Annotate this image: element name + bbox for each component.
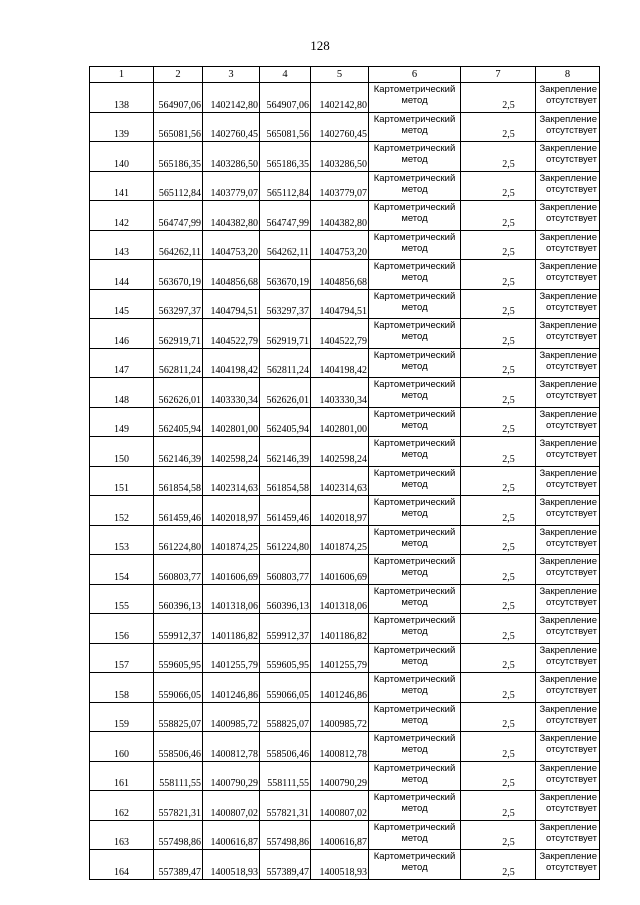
- accuracy-cell: 2,5: [461, 791, 536, 821]
- method-cell: Картометрический метод: [369, 83, 461, 113]
- x-coordinate-cell: 561459,46: [260, 496, 311, 526]
- y-coordinate-cell: 1400790,29: [203, 761, 260, 791]
- y-coordinate-cell: 1401255,79: [203, 643, 260, 673]
- method-cell: Картометрический метод: [369, 732, 461, 762]
- x-coordinate-cell: 562919,71: [154, 319, 203, 349]
- y-coordinate-cell: 1404856,68: [311, 260, 369, 290]
- method-cell: Картометрический метод: [369, 201, 461, 231]
- table-header-row: [90, 67, 600, 83]
- fixing-description-cell: Закрепление отсутствует: [536, 466, 600, 496]
- accuracy-cell: 2,5: [461, 378, 536, 408]
- y-coordinate-cell: 1404753,20: [311, 230, 369, 260]
- table-row: [90, 378, 600, 408]
- x-coordinate-cell: 558111,55: [260, 761, 311, 791]
- method-cell: Картометрический метод: [369, 850, 461, 880]
- y-coordinate-cell: 1402018,97: [203, 496, 260, 526]
- method-cell: Картометрический метод: [369, 407, 461, 437]
- point-number-cell: 142: [90, 201, 154, 231]
- x-coordinate-cell: 562405,94: [260, 407, 311, 437]
- table-row: [90, 555, 600, 585]
- y-coordinate-cell: 1402598,24: [203, 437, 260, 467]
- table-row: [90, 761, 600, 791]
- method-cell: Картометрический метод: [369, 142, 461, 172]
- table-row: [90, 614, 600, 644]
- y-coordinate-cell: 1404198,42: [203, 348, 260, 378]
- accuracy-cell: 2,5: [461, 673, 536, 703]
- x-coordinate-cell: 564907,06: [260, 83, 311, 113]
- table-row: [90, 702, 600, 732]
- accuracy-cell: 2,5: [461, 348, 536, 378]
- y-coordinate-cell: 1404794,51: [311, 289, 369, 319]
- fixing-description-cell: Закрепление отсутствует: [536, 643, 600, 673]
- table-row: [90, 820, 600, 850]
- table-row: [90, 289, 600, 319]
- fixing-description-cell: Закрепление отсутствует: [536, 555, 600, 585]
- accuracy-cell: 2,5: [461, 112, 536, 142]
- method-cell: Картометрический метод: [369, 584, 461, 614]
- x-coordinate-cell: 562919,71: [260, 319, 311, 349]
- method-cell: Картометрический метод: [369, 496, 461, 526]
- accuracy-cell: 2,5: [461, 171, 536, 201]
- method-cell: Картометрический метод: [369, 820, 461, 850]
- table-row: [90, 850, 600, 880]
- fixing-description-cell: Закрепление отсутствует: [536, 83, 600, 113]
- accuracy-cell: 2,5: [461, 201, 536, 231]
- point-number-cell: 138: [90, 83, 154, 113]
- x-coordinate-cell: 558506,46: [260, 732, 311, 762]
- fixing-description-cell: Закрепление отсутствует: [536, 702, 600, 732]
- y-coordinate-cell: 1400518,93: [311, 850, 369, 880]
- x-coordinate-cell: 565186,35: [154, 142, 203, 172]
- x-coordinate-cell: 565112,84: [154, 171, 203, 201]
- x-coordinate-cell: 562626,01: [154, 378, 203, 408]
- y-coordinate-cell: 1400812,78: [311, 732, 369, 762]
- method-cell: Картометрический метод: [369, 673, 461, 703]
- x-coordinate-cell: 562811,24: [260, 348, 311, 378]
- y-coordinate-cell: 1402018,97: [311, 496, 369, 526]
- method-cell: Картометрический метод: [369, 614, 461, 644]
- x-coordinate-cell: 557821,31: [154, 791, 203, 821]
- point-number-cell: 153: [90, 525, 154, 555]
- y-coordinate-cell: 1401874,25: [311, 525, 369, 555]
- accuracy-cell: 2,5: [461, 525, 536, 555]
- method-cell: Картометрический метод: [369, 761, 461, 791]
- table-row: [90, 407, 600, 437]
- method-cell: Картометрический метод: [369, 555, 461, 585]
- table-row: [90, 171, 600, 201]
- x-coordinate-cell: 559066,05: [154, 673, 203, 703]
- fixing-description-cell: Закрепление отсутствует: [536, 201, 600, 231]
- table-body: [90, 67, 600, 880]
- table-row: [90, 230, 600, 260]
- point-number-cell: 152: [90, 496, 154, 526]
- accuracy-cell: 2,5: [461, 584, 536, 614]
- fixing-description-cell: Закрепление отсутствует: [536, 171, 600, 201]
- x-coordinate-cell: 565112,84: [260, 171, 311, 201]
- point-number-cell: 146: [90, 319, 154, 349]
- x-coordinate-cell: 563670,19: [154, 260, 203, 290]
- fixing-description-cell: Закрепление отсутствует: [536, 407, 600, 437]
- point-number-cell: 155: [90, 584, 154, 614]
- y-coordinate-cell: 1403779,07: [311, 171, 369, 201]
- y-coordinate-cell: 1404522,79: [311, 319, 369, 349]
- method-cell: Картометрический метод: [369, 702, 461, 732]
- point-number-cell: 162: [90, 791, 154, 821]
- x-coordinate-cell: 559912,37: [260, 614, 311, 644]
- x-coordinate-cell: 558825,07: [260, 702, 311, 732]
- y-coordinate-cell: 1401246,86: [311, 673, 369, 703]
- x-coordinate-cell: 563297,37: [154, 289, 203, 319]
- y-coordinate-cell: 1401318,06: [311, 584, 369, 614]
- header-cell: 1: [90, 67, 154, 83]
- point-number-cell: 141: [90, 171, 154, 201]
- y-coordinate-cell: 1400616,87: [311, 820, 369, 850]
- header-cell: 2: [154, 67, 203, 83]
- point-number-cell: 149: [90, 407, 154, 437]
- x-coordinate-cell: 560396,13: [154, 584, 203, 614]
- accuracy-cell: 2,5: [461, 614, 536, 644]
- x-coordinate-cell: 564262,11: [154, 230, 203, 260]
- accuracy-cell: 2,5: [461, 761, 536, 791]
- point-number-cell: 160: [90, 732, 154, 762]
- accuracy-cell: 2,5: [461, 850, 536, 880]
- y-coordinate-cell: 1402314,63: [311, 466, 369, 496]
- y-coordinate-cell: 1400985,72: [311, 702, 369, 732]
- y-coordinate-cell: 1400518,93: [203, 850, 260, 880]
- x-coordinate-cell: 564747,99: [260, 201, 311, 231]
- y-coordinate-cell: 1403286,50: [203, 142, 260, 172]
- table-row: [90, 319, 600, 349]
- y-coordinate-cell: 1402760,45: [311, 112, 369, 142]
- y-coordinate-cell: 1402142,80: [311, 83, 369, 113]
- accuracy-cell: 2,5: [461, 643, 536, 673]
- header-cell: 7: [461, 67, 536, 83]
- fixing-description-cell: Закрепление отсутствует: [536, 112, 600, 142]
- method-cell: Картометрический метод: [369, 112, 461, 142]
- y-coordinate-cell: 1401874,25: [203, 525, 260, 555]
- point-number-cell: 139: [90, 112, 154, 142]
- method-cell: Картометрический метод: [369, 260, 461, 290]
- point-number-cell: 150: [90, 437, 154, 467]
- fixing-description-cell: Закрепление отсутствует: [536, 348, 600, 378]
- accuracy-cell: 2,5: [461, 820, 536, 850]
- table-row: [90, 437, 600, 467]
- page-number: 128: [310, 38, 330, 53]
- table-row: [90, 643, 600, 673]
- method-cell: Картометрический метод: [369, 525, 461, 555]
- table-row: [90, 791, 600, 821]
- point-number-cell: 148: [90, 378, 154, 408]
- point-number-cell: 140: [90, 142, 154, 172]
- point-number-cell: 151: [90, 466, 154, 496]
- method-cell: Картометрический метод: [369, 437, 461, 467]
- y-coordinate-cell: 1402801,00: [203, 407, 260, 437]
- accuracy-cell: 2,5: [461, 555, 536, 585]
- x-coordinate-cell: 557498,86: [154, 820, 203, 850]
- y-coordinate-cell: 1401606,69: [203, 555, 260, 585]
- point-number-cell: 144: [90, 260, 154, 290]
- accuracy-cell: 2,5: [461, 83, 536, 113]
- x-coordinate-cell: 559605,95: [154, 643, 203, 673]
- fixing-description-cell: Закрепление отсутствует: [536, 820, 600, 850]
- fixing-description-cell: Закрепление отсутствует: [536, 230, 600, 260]
- table-row: [90, 466, 600, 496]
- x-coordinate-cell: 560803,77: [154, 555, 203, 585]
- y-coordinate-cell: 1402760,45: [203, 112, 260, 142]
- y-coordinate-cell: 1403330,34: [311, 378, 369, 408]
- method-cell: Картометрический метод: [369, 348, 461, 378]
- x-coordinate-cell: 558506,46: [154, 732, 203, 762]
- fixing-description-cell: Закрепление отсутствует: [536, 319, 600, 349]
- fixing-description-cell: Закрепление отсутствует: [536, 584, 600, 614]
- accuracy-cell: 2,5: [461, 230, 536, 260]
- x-coordinate-cell: 557389,47: [154, 850, 203, 880]
- point-number-cell: 161: [90, 761, 154, 791]
- x-coordinate-cell: 557389,47: [260, 850, 311, 880]
- x-coordinate-cell: 564907,06: [154, 83, 203, 113]
- x-coordinate-cell: 561459,46: [154, 496, 203, 526]
- fixing-description-cell: Закрепление отсутствует: [536, 289, 600, 319]
- y-coordinate-cell: 1401186,82: [311, 614, 369, 644]
- x-coordinate-cell: 564262,11: [260, 230, 311, 260]
- point-number-cell: 156: [90, 614, 154, 644]
- y-coordinate-cell: 1404794,51: [203, 289, 260, 319]
- method-cell: Картометрический метод: [369, 319, 461, 349]
- y-coordinate-cell: 1404522,79: [203, 319, 260, 349]
- point-number-cell: 159: [90, 702, 154, 732]
- y-coordinate-cell: 1400616,87: [203, 820, 260, 850]
- x-coordinate-cell: 562811,24: [154, 348, 203, 378]
- y-coordinate-cell: 1402142,80: [203, 83, 260, 113]
- fixing-description-cell: Закрепление отсутствует: [536, 614, 600, 644]
- accuracy-cell: 2,5: [461, 260, 536, 290]
- x-coordinate-cell: 558111,55: [154, 761, 203, 791]
- fixing-description-cell: Закрепление отсутствует: [536, 791, 600, 821]
- fixing-description-cell: Закрепление отсутствует: [536, 732, 600, 762]
- coordinates-table: [89, 66, 600, 880]
- y-coordinate-cell: 1402314,63: [203, 466, 260, 496]
- y-coordinate-cell: 1404856,68: [203, 260, 260, 290]
- x-coordinate-cell: 557821,31: [260, 791, 311, 821]
- x-coordinate-cell: 561224,80: [260, 525, 311, 555]
- point-number-cell: 154: [90, 555, 154, 585]
- fixing-description-cell: Закрепление отсутствует: [536, 142, 600, 172]
- fixing-description-cell: Закрепление отсутствует: [536, 496, 600, 526]
- y-coordinate-cell: 1403330,34: [203, 378, 260, 408]
- table-row: [90, 201, 600, 231]
- y-coordinate-cell: 1401186,82: [203, 614, 260, 644]
- x-coordinate-cell: 558825,07: [154, 702, 203, 732]
- y-coordinate-cell: 1404382,80: [311, 201, 369, 231]
- table-row: [90, 142, 600, 172]
- point-number-cell: 157: [90, 643, 154, 673]
- point-number-cell: 145: [90, 289, 154, 319]
- y-coordinate-cell: 1401246,86: [203, 673, 260, 703]
- fixing-description-cell: Закрепление отсутствует: [536, 673, 600, 703]
- fixing-description-cell: Закрепление отсутствует: [536, 437, 600, 467]
- table-row: [90, 673, 600, 703]
- x-coordinate-cell: 560803,77: [260, 555, 311, 585]
- x-coordinate-cell: 565081,56: [260, 112, 311, 142]
- x-coordinate-cell: 565186,35: [260, 142, 311, 172]
- header-cell: 3: [203, 67, 260, 83]
- x-coordinate-cell: 559912,37: [154, 614, 203, 644]
- x-coordinate-cell: 559605,95: [260, 643, 311, 673]
- header-cell: 6: [369, 67, 461, 83]
- y-coordinate-cell: 1403779,07: [203, 171, 260, 201]
- table-row: [90, 260, 600, 290]
- method-cell: Картометрический метод: [369, 171, 461, 201]
- header-cell: 8: [536, 67, 600, 83]
- fixing-description-cell: Закрепление отсутствует: [536, 850, 600, 880]
- accuracy-cell: 2,5: [461, 437, 536, 467]
- y-coordinate-cell: 1402801,00: [311, 407, 369, 437]
- method-cell: Картометрический метод: [369, 791, 461, 821]
- y-coordinate-cell: 1400812,78: [203, 732, 260, 762]
- x-coordinate-cell: 557498,86: [260, 820, 311, 850]
- y-coordinate-cell: 1400985,72: [203, 702, 260, 732]
- method-cell: Картометрический метод: [369, 378, 461, 408]
- accuracy-cell: 2,5: [461, 702, 536, 732]
- point-number-cell: 163: [90, 820, 154, 850]
- x-coordinate-cell: 564747,99: [154, 201, 203, 231]
- method-cell: Картометрический метод: [369, 289, 461, 319]
- table-row: [90, 525, 600, 555]
- y-coordinate-cell: 1401255,79: [311, 643, 369, 673]
- fixing-description-cell: Закрепление отсутствует: [536, 761, 600, 791]
- fixing-description-cell: Закрепление отсутствует: [536, 525, 600, 555]
- table-row: [90, 496, 600, 526]
- y-coordinate-cell: 1400807,02: [203, 791, 260, 821]
- point-number-cell: 164: [90, 850, 154, 880]
- y-coordinate-cell: 1404753,20: [203, 230, 260, 260]
- x-coordinate-cell: 561224,80: [154, 525, 203, 555]
- x-coordinate-cell: 565081,56: [154, 112, 203, 142]
- accuracy-cell: 2,5: [461, 732, 536, 762]
- table-row: [90, 83, 600, 113]
- x-coordinate-cell: 562405,94: [154, 407, 203, 437]
- point-number-cell: 143: [90, 230, 154, 260]
- y-coordinate-cell: 1400807,02: [311, 791, 369, 821]
- point-number-cell: 158: [90, 673, 154, 703]
- method-cell: Картометрический метод: [369, 643, 461, 673]
- accuracy-cell: 2,5: [461, 466, 536, 496]
- table-row: [90, 732, 600, 762]
- x-coordinate-cell: 563297,37: [260, 289, 311, 319]
- accuracy-cell: 2,5: [461, 289, 536, 319]
- y-coordinate-cell: 1404198,42: [311, 348, 369, 378]
- header-cell: 4: [260, 67, 311, 83]
- x-coordinate-cell: 561854,58: [154, 466, 203, 496]
- x-coordinate-cell: 562146,39: [260, 437, 311, 467]
- header-cell: 5: [311, 67, 369, 83]
- table-row: [90, 348, 600, 378]
- accuracy-cell: 2,5: [461, 142, 536, 172]
- y-coordinate-cell: 1401318,06: [203, 584, 260, 614]
- x-coordinate-cell: 561854,58: [260, 466, 311, 496]
- accuracy-cell: 2,5: [461, 319, 536, 349]
- fixing-description-cell: Закрепление отсутствует: [536, 378, 600, 408]
- fixing-description-cell: Закрепление отсутствует: [536, 260, 600, 290]
- x-coordinate-cell: 562626,01: [260, 378, 311, 408]
- accuracy-cell: 2,5: [461, 407, 536, 437]
- table-row: [90, 112, 600, 142]
- method-cell: Картометрический метод: [369, 230, 461, 260]
- table-row: [90, 584, 600, 614]
- x-coordinate-cell: 560396,13: [260, 584, 311, 614]
- x-coordinate-cell: 563670,19: [260, 260, 311, 290]
- y-coordinate-cell: 1402598,24: [311, 437, 369, 467]
- accuracy-cell: 2,5: [461, 496, 536, 526]
- point-number-cell: 147: [90, 348, 154, 378]
- x-coordinate-cell: 562146,39: [154, 437, 203, 467]
- y-coordinate-cell: 1401606,69: [311, 555, 369, 585]
- x-coordinate-cell: 559066,05: [260, 673, 311, 703]
- y-coordinate-cell: 1403286,50: [311, 142, 369, 172]
- y-coordinate-cell: 1404382,80: [203, 201, 260, 231]
- method-cell: Картометрический метод: [369, 466, 461, 496]
- y-coordinate-cell: 1400790,29: [311, 761, 369, 791]
